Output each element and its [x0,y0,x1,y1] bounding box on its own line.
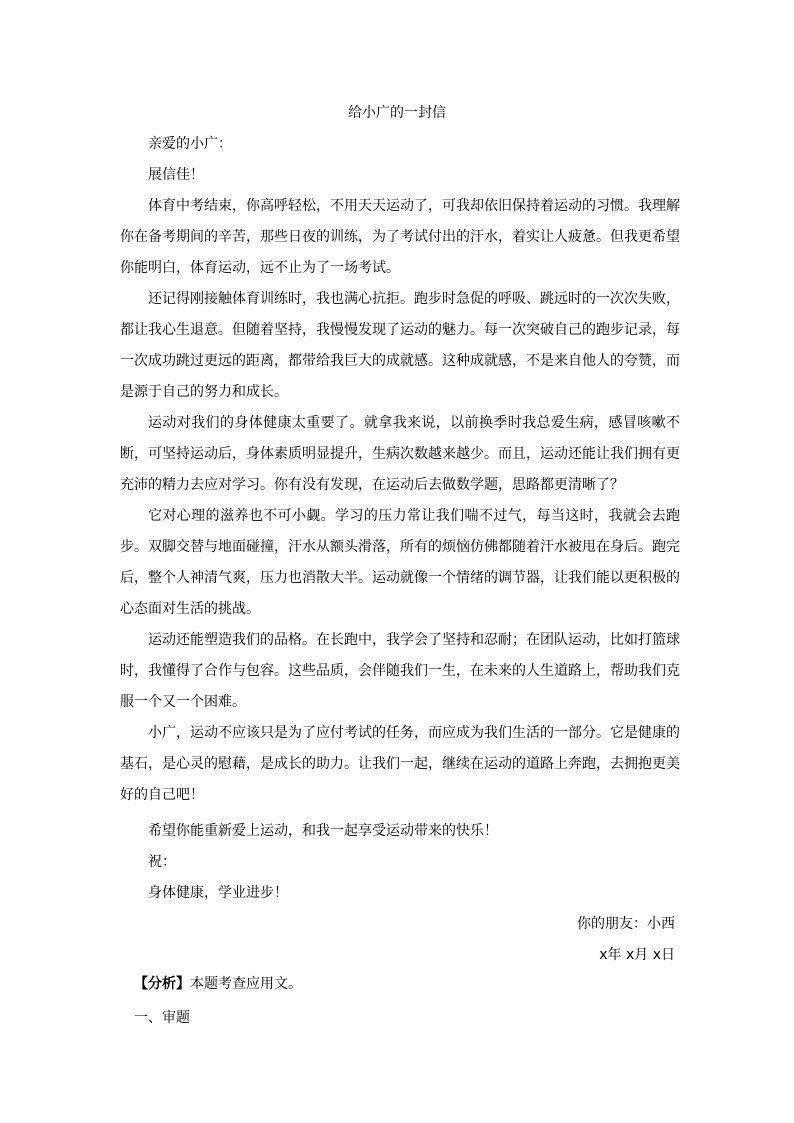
analysis-label: 【分析】 [134,976,190,992]
paragraph-4: 它对心理的滋养也不可小觑。学习的压力常让我们喘不过气，每当这时，我就会去跑步。双脚交替与地面碰撞，汗水从额头滑落，所有的烦恼仿佛都随着汗水被甩在身后。跑完后，整个人神清气爽，压力也消散大半。运动就像一个情绪的调节器，让我们能以更积极的心态面对生活的挑战。 [120,508,680,617]
analysis-text: 本题考查应用文。 [190,976,302,992]
analysis-block [134,974,302,994]
signature: 你的朋友：小西 [577,916,675,932]
paragraph-2: 还记得刚接触体育训练时，我也满心抗拒。跑步时急促的呼吸、跳远时的一次次失败，都让我心生退意。但随着坚持，我慢慢发现了运动的魅力。每一次突破自己的跑步记录，每一次成功跳过更远的距离，都带给我巨大的成就感。这种成就感，不是来自他人的夸赞，而是源于自己的努力和成长。 [120,291,680,400]
paragraph-3: 运动对我们的身体健康太重要了。就拿我来说，以前换季时我总爱生病，感冒咳嗽不断，可坚持运动后，身体素质明显提升，生病次数越来越少。而且，运动还能让我们拥有更充沛的精力去应对学习。你有没有发现，在运动后去做数学题，思路都更清晰了？ [120,415,680,493]
blessing: 身体健康，学业进步！ [148,885,288,901]
letter-title: 给小广的一封信 [348,105,446,121]
paragraph-1: 体育中考结束，你高呼轻松，不用天天运动了，可我却依旧保持着运动的习惯。我理解你在备考期间的辛苦，那些日夜的训练，为了考试付出的汗水，着实让人疲惫。但我更希望你能明白，体育运动，远不止为了一场考试。 [120,198,680,276]
section-heading: 一、审题 [134,1010,190,1026]
zhu-line: 祝： [148,854,176,870]
paragraph-6: 小广，运动不应该只是为了应付考试的任务，而应成为我们生活的一部分。它是健康的基石，是心灵的慰藉，是成长的助力。让我们一起，继续在运动的道路上奔跑，去拥抱更美好的自己吧！ [120,725,680,803]
paragraph-5: 运动还能塑造我们的品格。在长跑中，我学会了坚持和忍耐；在团队运动，比如打篮球时，我懂得了合作与包容。这些品质，会伴随我们一生，在未来的人生道路上，帮助我们克服一个又一个困难。 [120,632,680,710]
closing-wish: 希望你能重新爱上运动，和我一起享受运动带来的快乐！ [148,823,498,839]
greeting: 展信佳！ [148,167,204,183]
letter-date: x年 x月 x日 [599,947,675,963]
salutation: 亲爱的小广： [148,136,232,152]
